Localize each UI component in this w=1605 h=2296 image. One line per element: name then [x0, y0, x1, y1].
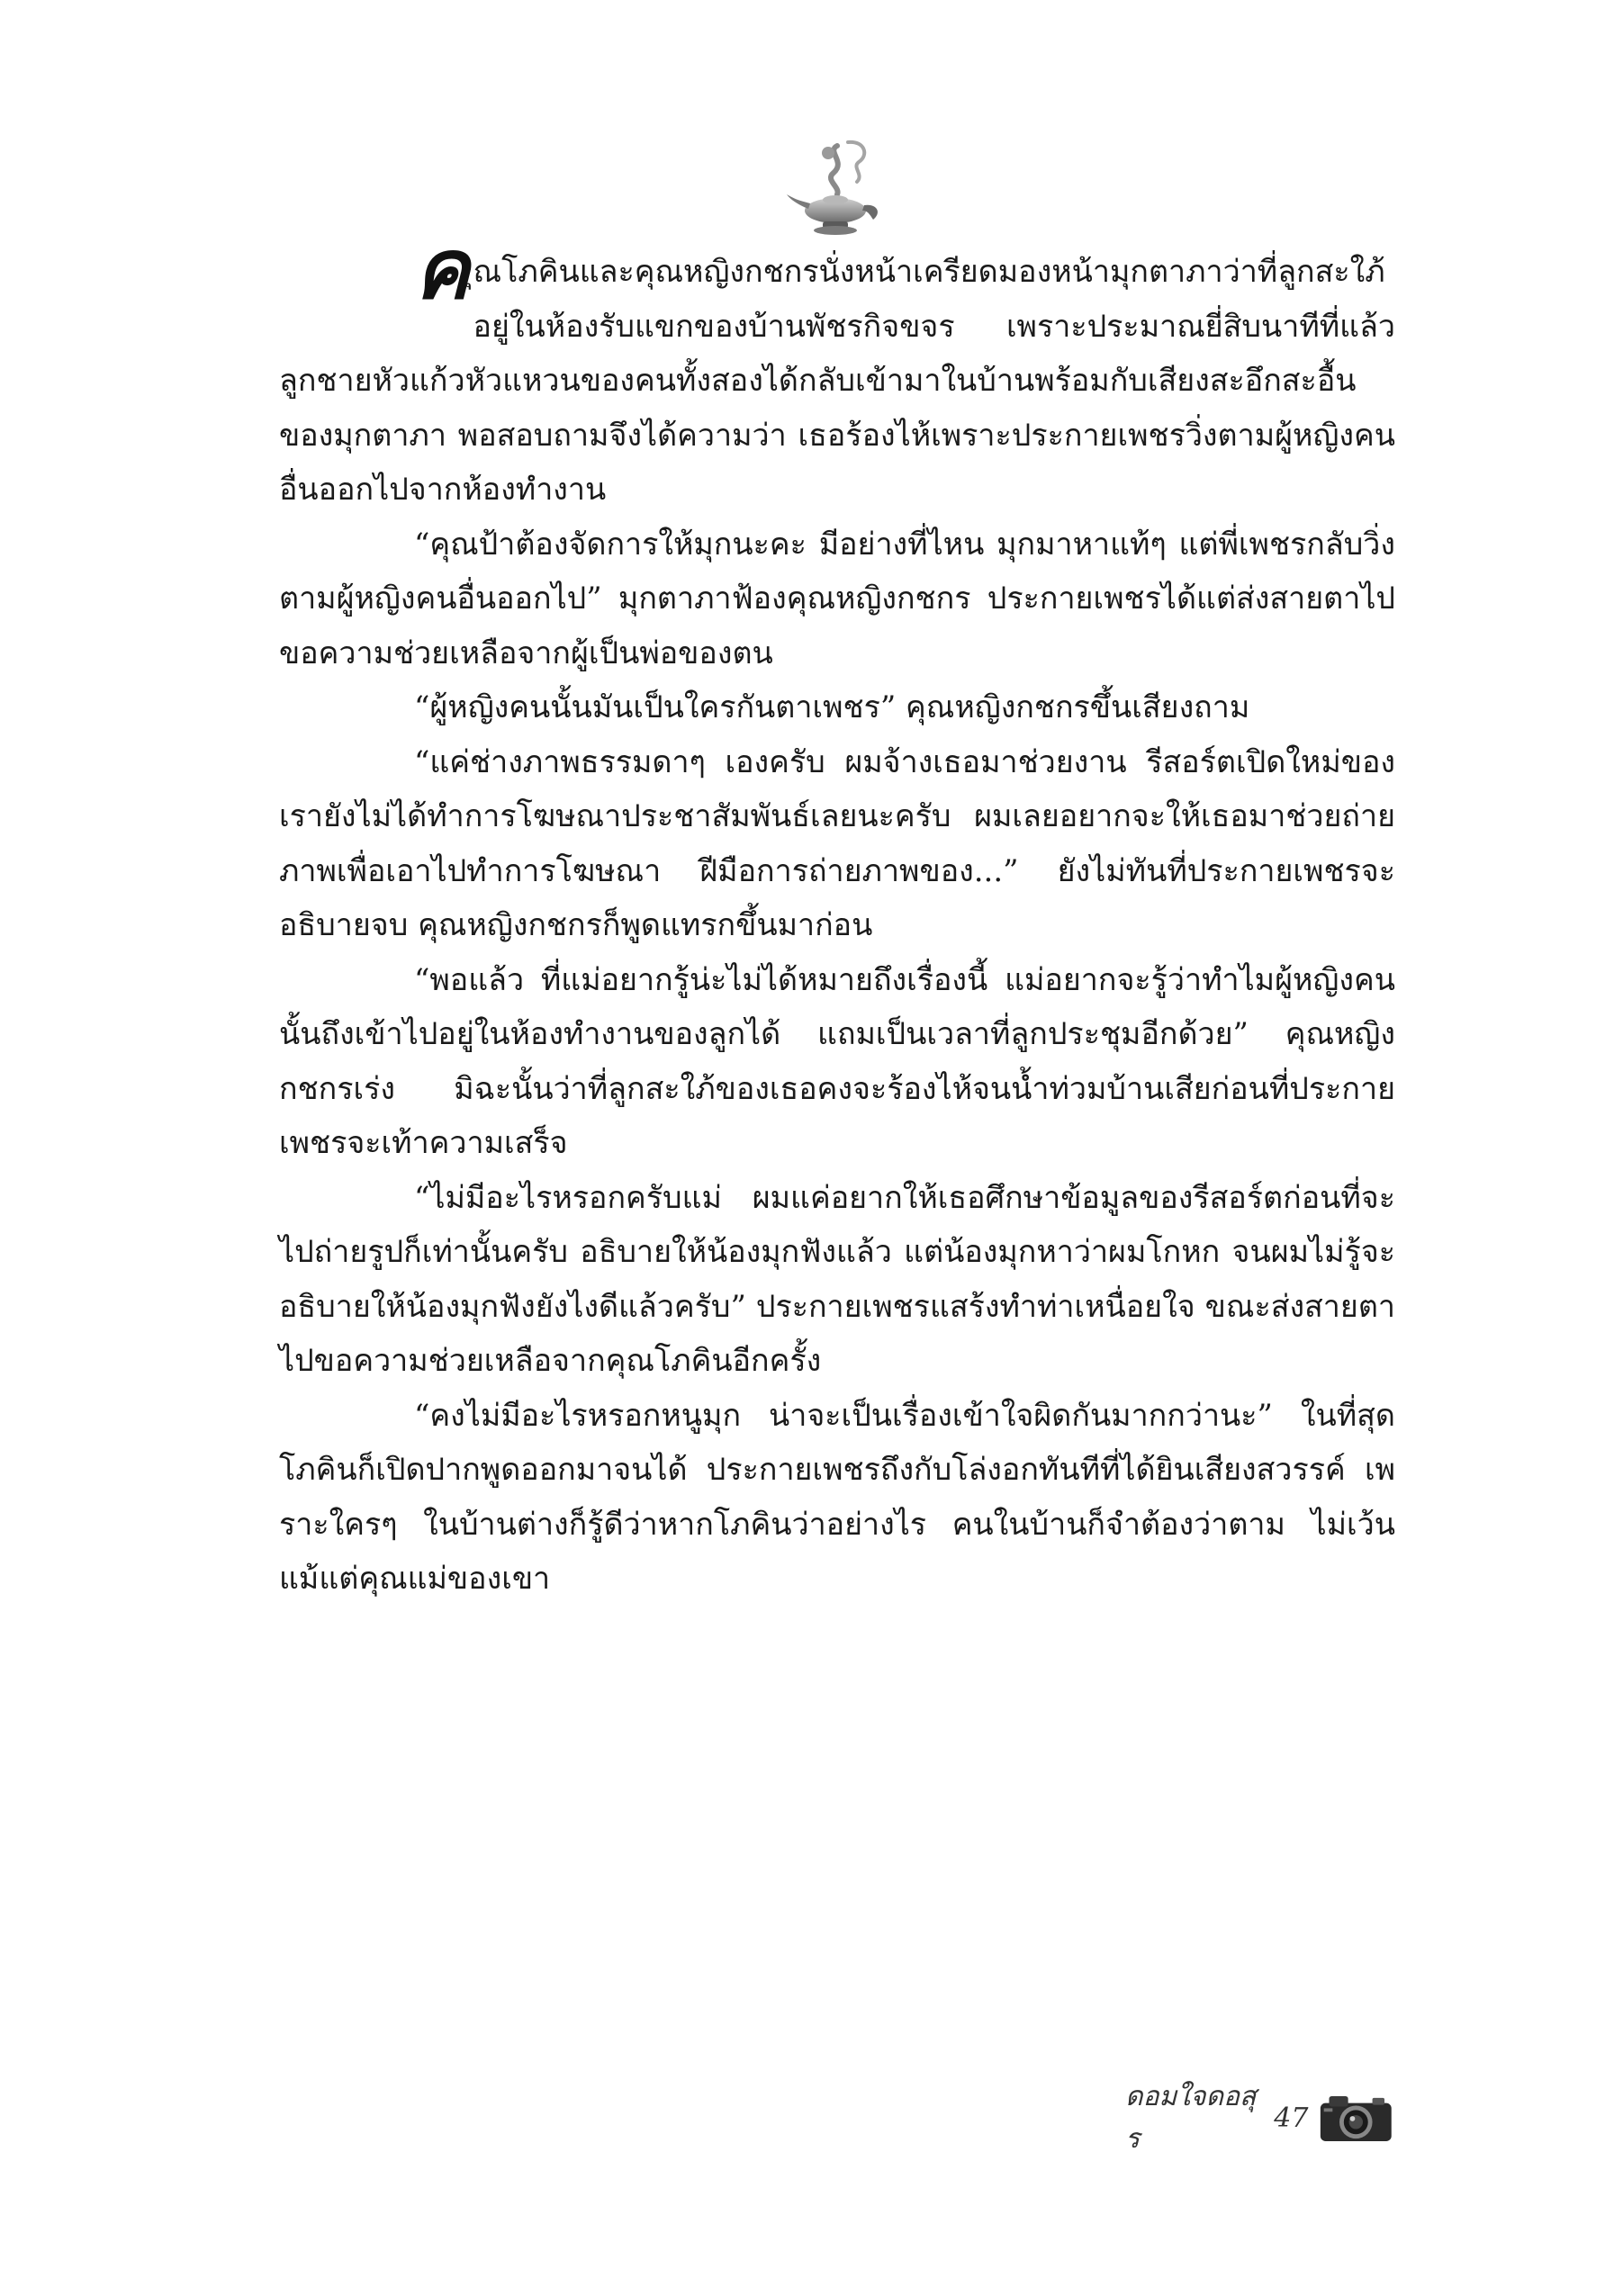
- book-title: ดอมใจดอสุร: [1125, 2081, 1257, 2155]
- paragraph-text: ุณโภคินและคุณหญิงกชกรนั่งหน้าเครียดมองหน้ามุกตาภาว่าที่ลูกสะใภ้ อยู่ในห้องรับแขกของบ้านพัชรกิจขจร เพราะประมาณยี่สิบนาทีที่แล้ว ลูกชายหัวแก้วหัวแหวนของคนทั้งสองได้กลับเข้ามาในบ้านพร้อมกับเสียงสะอึกสะอื้นของมุกตาภา พอสอบถามจึงได้ความว่า เธอร้องไห้เพราะประกายเพชรวิ่งตามผู้หญิงคนอื่นออกไปจากห้องทำงาน: [279, 254, 1395, 508]
- paragraph: “พอแล้ว ที่แม่อยากรู้น่ะไม่ได้หมายถึงเรื่องนี้ แม่อยากจะรู้ว่าทำไมผู้หญิงคนนั้นถึงเข้าไปอยู่ในห้องทำงานของลูกได้ แถมเป็นเวลาที่ลูกประชุมอีกด้วย” คุณหญิงกชกรเร่ง มิฉะนั้นว่าที่ลูกสะใภ้ของเธอคงจะร้องไห้จนน้ำท่วมบ้านเสียก่อนที่ประกายเพชรจะเท้าความเสร็จ: [279, 961, 1395, 1161]
- paragraph: “ผู้หญิงคนนั้นมันเป็นใครกันตาเพชร” คุณหญิงกชกรขึ้นเสียงถาม: [414, 689, 1250, 725]
- drop-cap: ค: [414, 221, 470, 318]
- story-text: [279, 221, 1395, 1607]
- page-footer: [1125, 2081, 1395, 2155]
- page-number: 47: [1274, 2102, 1309, 2134]
- first-paragraph: [279, 221, 1395, 518]
- paragraph: “แค่ช่างภาพธรรมดาๆ เองครับ ผมจ้างเธอมาช่วยงาน รีสอร์ตเปิดใหม่ของเรายังไม่ได้ทำการโฆษณาประชาสัมพันธ์เลยนะครับ ผมเลยอยากจะให้เธอมาช่วยถ่ายภาพเพื่อเอาไปทำการโฆษณา ฝีมือการถ่ายภาพของ...” ยังไม่ทันที่ประกายเพชรจะอธิบายจบ คุณหญิงกชกรก็พูดแทรกขึ้นมาก่อน: [279, 743, 1395, 943]
- paragraph: “ไม่มีอะไรหรอกครับแม่ ผมแค่อยากให้เธอศึกษาข้อมูลของรีสอร์ตก่อนที่จะไปถ่ายรูปก็เท่านั้นครับ อธิบายให้น้องมุกฟังแล้ว แต่น้องมุกหาว่าผมโกหก จนผมไม่รู้จะอธิบายให้น้องมุกฟังยังไงดีแล้วครับ” ประกายเพชรแสร้งทำท่าเหนื่อยใจ ขณะส่งสายตาไปขอความช่วยเหลือจากคุณโภคินอีกครั้ง: [279, 1179, 1395, 1379]
- paragraph: “คุณป้าต้องจัดการให้มุกนะคะ มีอย่างที่ไหน มุกมาหาแท้ๆ แต่พี่เพชรกลับวิ่งตามผู้หญิงคนอื่นออกไป” มุกตาภาฟ้องคุณหญิงกชกร ประกายเพชรได้แต่ส่งสายตาไปขอความช่วยเหลือจากผู้เป็นพ่อของตน: [279, 526, 1395, 671]
- camera-icon: [1317, 2090, 1395, 2146]
- paragraph: “คงไม่มีอะไรหรอกหนูมุก น่าจะเป็นเรื่องเข้าใจผิดกันมากกว่านะ” ในที่สุดโภคินก็เปิดปากพูดออกมาจนได้ ประกายเพชรถึงกับโล่งอกทันทีที่ได้ยินเสียงสวรรค์ เพราะใครๆ ในบ้านต่างก็รู้ดีว่าหากโภคินว่าอย่างไร คนในบ้านก็จำต้องว่าตาม ไม่เว้นแม้แต่คุณแม่ของเขา: [279, 1397, 1395, 1597]
- genie-lamp-icon: [783, 135, 891, 243]
